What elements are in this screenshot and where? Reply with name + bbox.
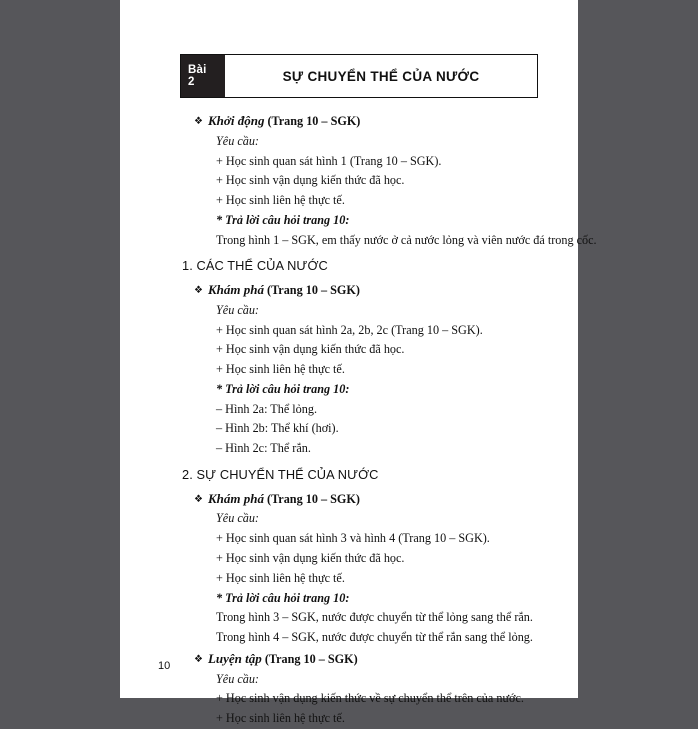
requirement-item: + Học sinh liên hệ thực tế.: [216, 711, 345, 726]
diamond-bullet-icon: ❖: [194, 116, 203, 127]
requirement-label: Yêu cầu:: [216, 302, 259, 317]
requirement-label: Yêu cầu:: [216, 671, 259, 686]
diamond-bullet-icon: ❖: [194, 285, 203, 297]
requirement-item: + Học sinh quan sát hình 3 và hình 4 (Trang 10 – SGK).: [216, 531, 490, 546]
requirement-item: + Học sinh vận dụng kiến thức đã học.: [216, 173, 405, 188]
activity-heading-ref: (Trang 10 – SGK): [264, 114, 361, 128]
section-heading: 1. CÁC THỂ CỦA NƯỚC: [182, 258, 328, 274]
document-body: [180, 110, 597, 729]
requirement-item: + Học sinh quan sát hình 2a, 2b, 2c (Trang 10 – SGK).: [216, 322, 483, 337]
activity-heading-label: Khám phá: [207, 490, 264, 506]
activity-heading: [194, 648, 544, 670]
lesson-badge: [181, 55, 225, 97]
page-title: SỰ CHUYỂN THỂ CỦA NƯỚC: [282, 68, 480, 84]
diamond-bullet-icon: ❖: [194, 653, 203, 665]
activity-heading-label: Luyện tập: [207, 650, 262, 666]
activity-heading: [194, 110, 544, 132]
activity-heading-label: Khám phá: [207, 282, 264, 298]
answer-list-item: – Hình 2c: Thể rắn.: [216, 441, 311, 456]
activity-heading: [194, 488, 544, 510]
lesson-badge-word: Bài: [188, 63, 207, 76]
answer-text: Trong hình 3 – SGK, nước được chuyển từ thể lỏng sang thể rắn.: [216, 610, 533, 625]
activity-heading-ref: (Trang 10 – SGK): [263, 283, 360, 298]
activity-heading-label: Khởi động: [207, 113, 265, 128]
requirement-label: Yêu cầu:: [216, 133, 259, 148]
requirement-item: + Học sinh vận dụng kiến thức đã học.: [216, 550, 405, 565]
page-sheet: [120, 0, 597, 726]
answer-text: Trong hình 1 – SGK, em thấy nước ở cả nước lỏng và viên nước đá trong cốc.: [216, 232, 597, 247]
requirement-item: + Học sinh liên hệ thực tế.: [216, 570, 345, 585]
answer-heading: * Trả lời câu hỏi trang 10:: [216, 381, 350, 396]
section-heading: 2. SỰ CHUYỂN THỂ CỦA NƯỚC: [182, 466, 379, 482]
activity-heading-ref: (Trang 10 – SGK): [263, 491, 360, 506]
answer-list-item: – Hình 2a: Thể lỏng.: [216, 401, 317, 416]
requirement-item: + Học sinh vận dụng kiến thức đã học.: [216, 342, 405, 357]
requirement-item: + Học sinh quan sát hình 1 (Trang 10 – SGK).: [216, 153, 442, 168]
requirement-label: Yêu cầu:: [216, 511, 259, 526]
requirement-item: + Học sinh liên hệ thực tế.: [216, 193, 345, 208]
answer-heading: * Trả lời câu hỏi trang 10:: [216, 212, 350, 227]
requirement-item: + Học sinh vận dụng kiến thức về sự chuyển thể trên của nước.: [216, 691, 524, 706]
answer-list-item: – Hình 2b: Thể khí (hơi).: [216, 421, 339, 436]
diamond-bullet-icon: ❖: [194, 493, 203, 505]
page-number: 10: [158, 660, 171, 672]
answer-heading: * Trả lời câu hỏi trang 10:: [216, 590, 350, 605]
activity-heading: [194, 279, 544, 301]
activity-heading-ref: (Trang 10 – SGK): [261, 651, 358, 666]
answer-text: Trong hình 4 – SGK, nước được chuyển từ thể rắn sang thể lỏng.: [216, 630, 533, 645]
lesson-header: [180, 54, 538, 98]
lesson-badge-number: 2: [188, 75, 195, 88]
requirement-item: + Học sinh liên hệ thực tế.: [216, 362, 345, 377]
